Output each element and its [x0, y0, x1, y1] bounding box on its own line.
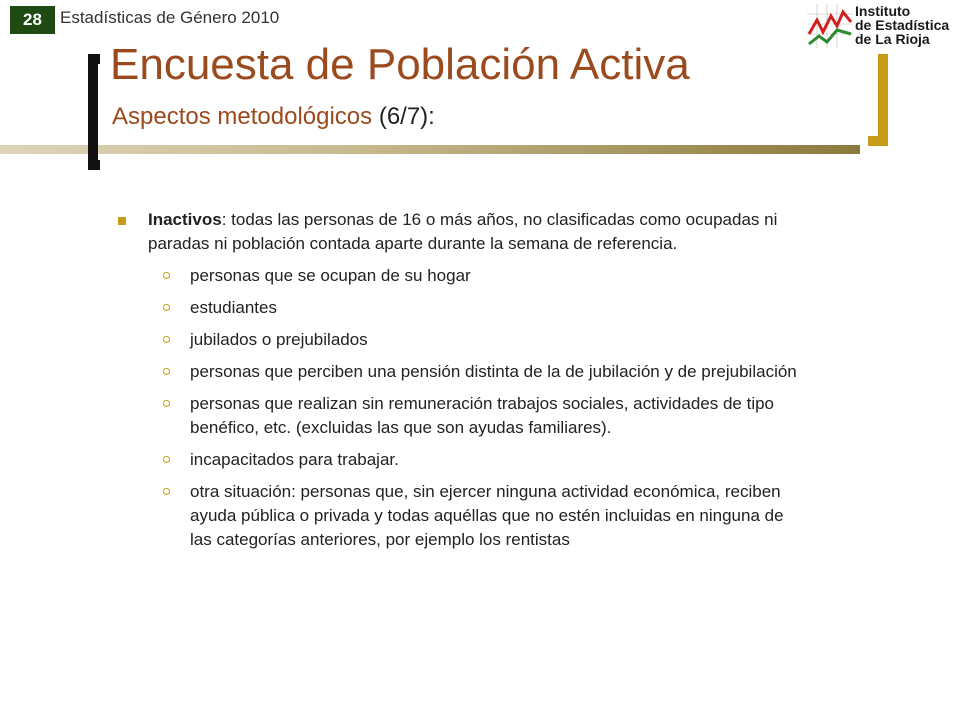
list-item: personas que realizan sin remuneración trabajos sociales, actividades de tipo benéfico, etc. (excluidas las que son ayudas familiares).	[163, 392, 798, 440]
chart-logo-icon	[807, 4, 853, 48]
header-title: Estadísticas de Género 2010	[60, 8, 280, 27]
slide-number: 28	[10, 6, 55, 34]
list-item: incapacitados para trabajar.	[163, 448, 798, 472]
left-bracket	[88, 54, 100, 170]
list-item: personas que se ocupan de su hogar	[163, 264, 798, 288]
subtitle-page: (6/7):	[378, 103, 435, 130]
logo-line-3: de La Rioja	[855, 31, 930, 47]
main-text: : todas las personas de 16 o más años, no clasificadas como ocupadas ni paradas ni población contada aparte durante la semana de referencia.	[148, 210, 778, 253]
slide-title: Encuesta de Población Activa	[110, 40, 690, 89]
list-item: otra situación: personas que, sin ejercer ninguna actividad económica, reciben ayuda pública o privada y todas aquéllas que no estén incluidas en ninguna de las categorías anteriores, por ejemplo los rentistas	[163, 480, 798, 552]
circle-bullet-icon	[163, 456, 170, 463]
circle-bullet-icon	[163, 336, 170, 343]
list-item: jubilados o prejubilados	[163, 328, 798, 352]
logo-line-1: Instituto	[855, 3, 911, 19]
circle-bullet-icon	[163, 488, 170, 495]
subtitle-text: Aspectos metodológicos	[112, 103, 373, 130]
circle-bullet-icon	[163, 304, 170, 311]
decorative-bar	[0, 145, 860, 154]
sub-list	[118, 264, 798, 552]
main-term: Inactivos	[148, 210, 222, 229]
list-item: personas que perciben una pensión distinta de la de jubilación y de prejubilación	[163, 360, 798, 384]
list-item: estudiantes	[163, 296, 798, 320]
circle-bullet-icon	[163, 400, 170, 407]
slide-content	[118, 208, 798, 560]
institute-logo	[803, 0, 960, 52]
circle-bullet-icon	[163, 272, 170, 279]
logo-line-2: de Estadística	[855, 17, 950, 33]
slide-subtitle	[112, 103, 435, 131]
circle-bullet-icon	[163, 368, 170, 375]
square-bullet-icon	[118, 217, 126, 225]
main-bullet	[118, 208, 798, 256]
right-bracket	[868, 54, 888, 146]
